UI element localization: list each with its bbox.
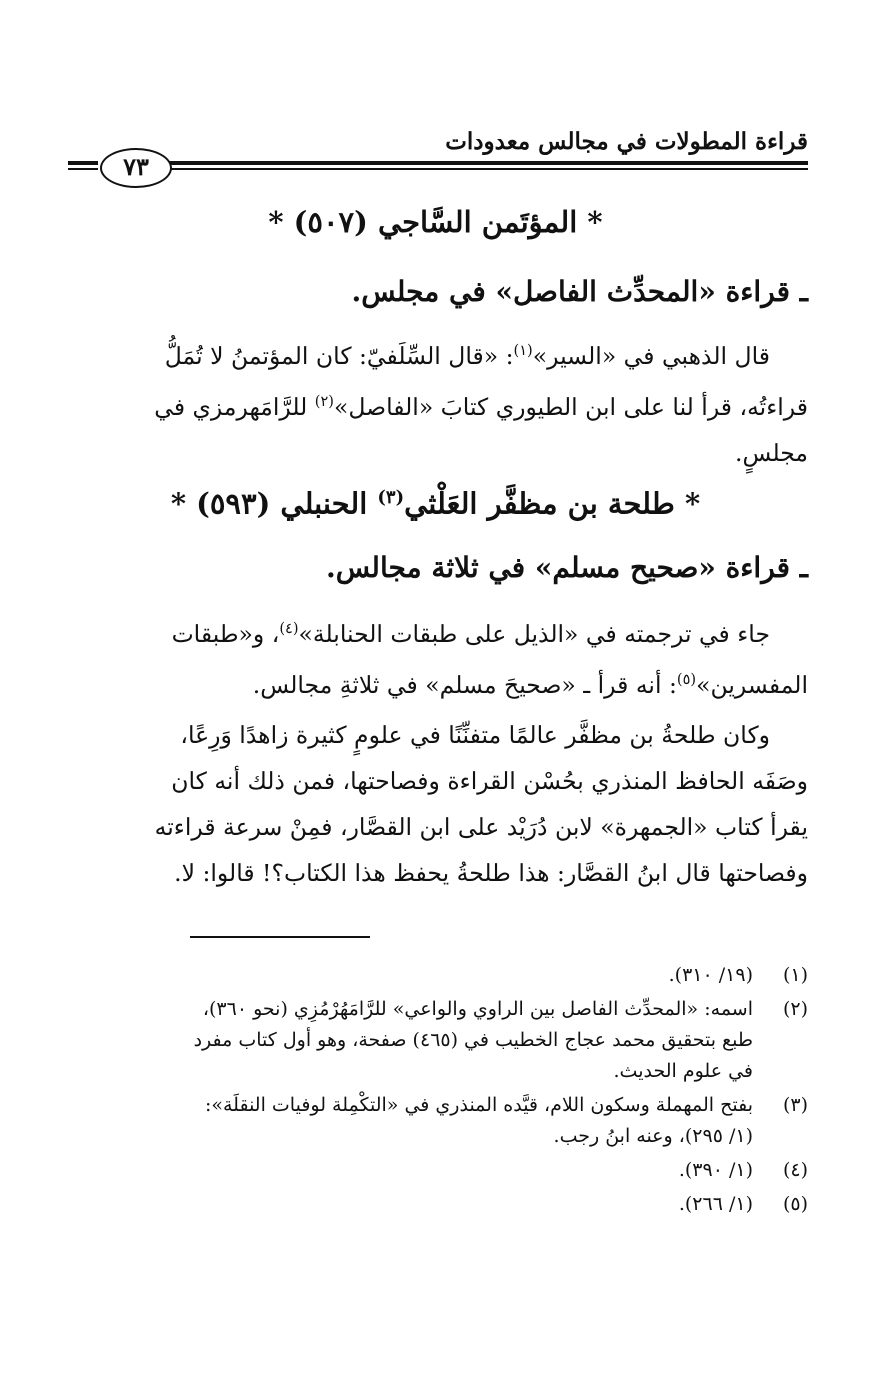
- footnote-line: (١/ ٢٦٦).: [678, 1193, 753, 1215]
- footnote-number: (٢): [782, 998, 808, 1020]
- footnote-number: (٣): [782, 1094, 808, 1116]
- entry1-subheading: ـ قراءة «المحدِّث الفاصل» في مجلس.: [351, 275, 808, 308]
- entry1-line-3: مجلسٍ.: [735, 438, 808, 467]
- header-rule-left-thin: [68, 168, 98, 170]
- entry2-p2-line-1: وكان طلحةُ بن مظفَّر عالمًا متفنِّنًا في علومٍ كثيرة زاهدًا وَرِعًا،: [180, 721, 770, 749]
- entry2-subheading: ـ قراءة «صحيح مسلم» في ثلاثة مجالس.: [325, 551, 808, 584]
- entry1-line-1: قال الذهبي في «السير»$^{(١)}$: «قال السِّلَفيّ: كان المؤتمنُ لا تُمَلُّ: [164, 341, 770, 370]
- entry2-p1-line-1: جاء في ترجمته في «الذيل على طبقات الحنابلة»$^{(٤)}$، و«طبقات: [171, 619, 770, 648]
- footnote-line: (١/ ٢٩٥)، وعنه ابنُ رجب.: [553, 1125, 753, 1147]
- footnote-separator: [190, 936, 370, 938]
- entry2-p2-line-4: وفصاحتها قال ابنُ القصَّار: هذا طلحةُ يحفظ هذا الكتاب؟! قالوا: لا.: [174, 859, 808, 887]
- footnote-3: [63, 1090, 808, 1152]
- footnote-line: (١/ ٣٩٠).: [678, 1159, 753, 1181]
- entry2-heading: * طلحة بن مظفَّر العَلْثي$^{(٣)}$ الحنبلي (٥٩٣) *: [170, 486, 701, 521]
- footnote-line: في علوم الحديث.: [613, 1060, 753, 1082]
- entry2-paragraph-1: [63, 606, 808, 708]
- footnote-2: [63, 994, 808, 1087]
- footnote-line: اسمه: «المحدِّث الفاصل بين الراوي والواعي» للرَّامَهُرْمُزِي (نحو ٣٦٠)،: [202, 998, 753, 1020]
- footnotes: [63, 960, 808, 1223]
- footnote-number: (٥): [782, 1193, 808, 1215]
- entry1-paragraph: [63, 328, 808, 476]
- footnote-line: (١٩/ ٣١٠).: [668, 964, 753, 986]
- header-rule-thin: [168, 168, 808, 170]
- entry2-p2-line-2: وصَفَه الحافظ المنذري بحُسْن القراءة وفصاحتها، فمن ذلك أنه كان: [171, 767, 808, 795]
- entry2-p1-line-2: المفسرين»$^{(٥)}$: أنه قرأ ـ «صحيحَ مسلم» في ثلاثةِ مجالس.: [252, 670, 808, 699]
- footnote-5: [63, 1189, 808, 1220]
- footnote-4: [63, 1155, 808, 1186]
- footnote-number: (٤): [782, 1159, 808, 1181]
- header-rule-left-thick: [68, 161, 98, 165]
- entry1-heading: * المؤتَمن السَّاجي (٥٠٧) *: [268, 205, 603, 239]
- running-header-title: قراءة المطولات في مجالس معدودات: [445, 128, 808, 155]
- footnote-line: طبع بتحقيق محمد عجاج الخطيب في (٤٦٥) صفحة، وهو أول كتاب مفرد: [193, 1029, 753, 1051]
- header-rule-thick: [168, 161, 808, 165]
- page-number-badge: ٧٣: [100, 148, 172, 188]
- footnote-line: بفتح المهملة وسكون اللام، قيَّده المنذري في «التكْمِلة لوفيات النقلَة»:: [204, 1094, 753, 1116]
- entry2-p2-line-3: يقرأ كتاب «الجمهرة» لابن دُرَيْد على ابن القصَّار، فمِنْ سرعة قراءته: [154, 813, 808, 841]
- footnote-1: [63, 960, 808, 991]
- entry1-line-2: قراءتُه، قرأ لنا على ابن الطيوري كتابَ «الفاصل»$^{(٢)}$ للرَّامَهرمزي في: [154, 392, 808, 421]
- entry2-paragraph-2: [63, 712, 808, 896]
- footnote-number: (١): [782, 964, 808, 986]
